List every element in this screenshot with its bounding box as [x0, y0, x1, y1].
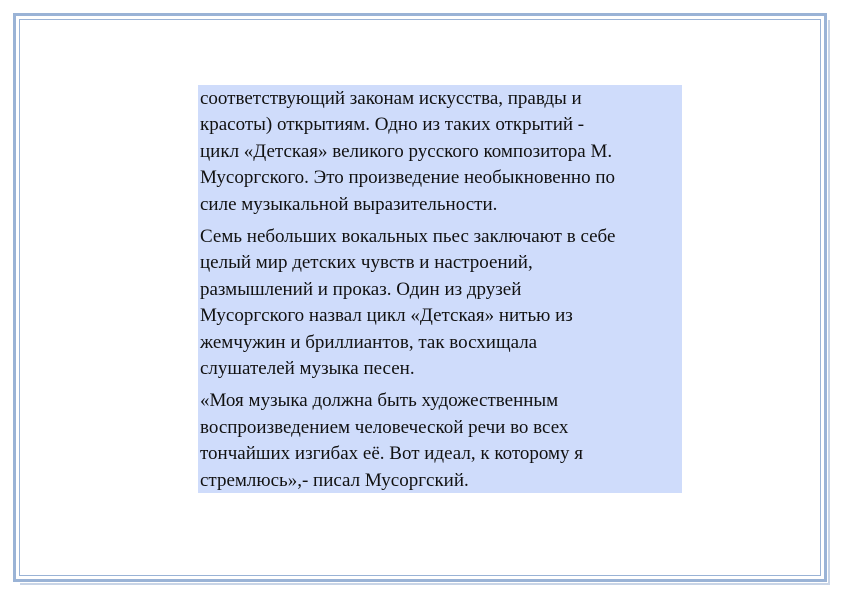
paragraph-2: Семь небольших вокальных пьес заключают в себе целый мир детских чувств и настроений, размышлений и проказ. Один из друзей Мусоргского назвал цикл «Детская» нитью из жемчужин и бриллиантов, так восхищала слушателей музыка песен. — [200, 226, 616, 380]
paragraph-1: соответствующий законам искусства, правды и красоты) открытиям. Одно из таких открытий - цикл «Детская» великого русского композитора М. Мусоргского. Это произведение необыкновенно по силе музыкальной выразительности. — [200, 88, 615, 215]
text-box — [198, 85, 682, 493]
paragraph-3: «Моя музыка должна быть художественным воспроизведением человеческой речи во всех тончайших изгибах её. Вот идеал, к которому я стремлюсь»,- писал Мусоргский. — [200, 390, 584, 491]
